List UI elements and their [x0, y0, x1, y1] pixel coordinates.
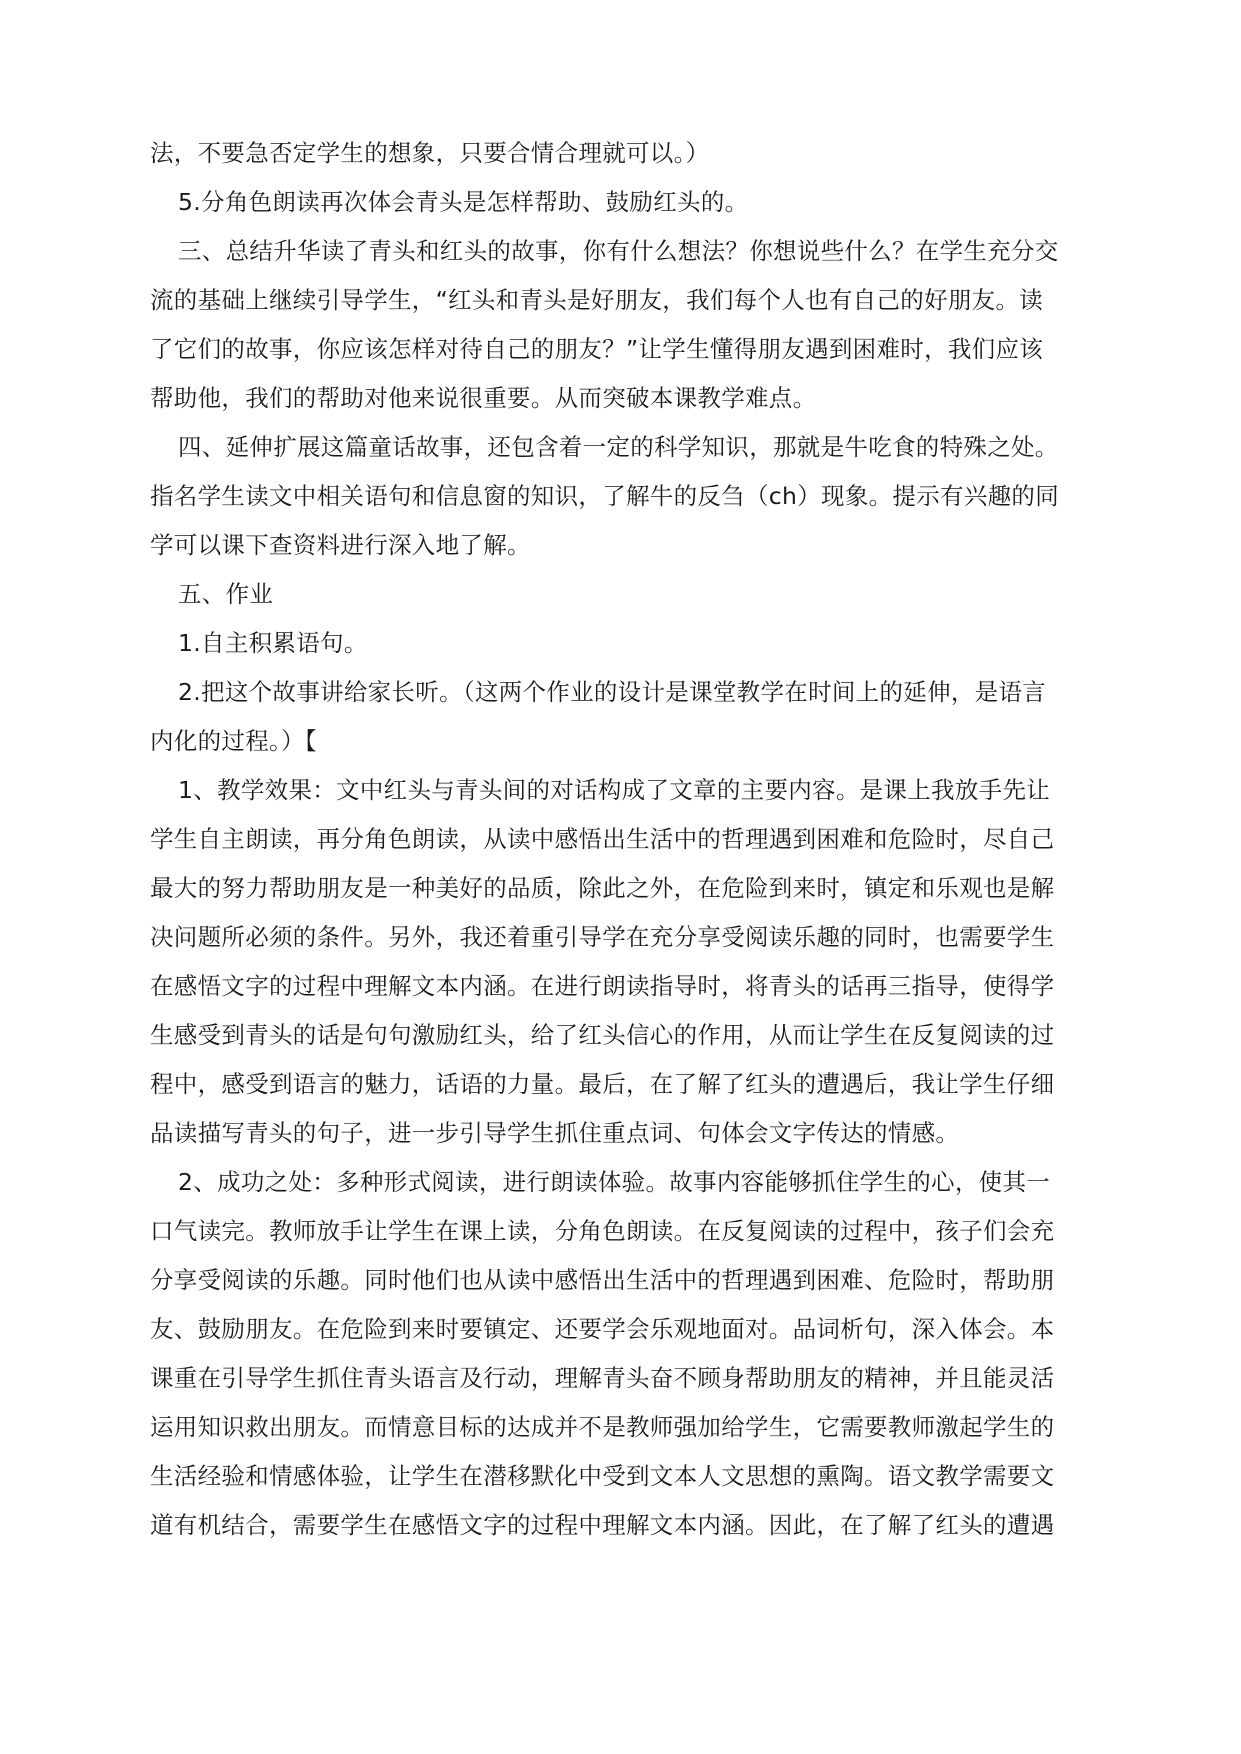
text-line: 最大的努力帮助朋友是一种美好的品质，除此之外，在危险到来时，镇定和乐观也是解	[150, 874, 1055, 902]
text-line: 流的基础上继续引导学生，“红头和青头是好朋友，我们每个人也有自己的好朋友。读	[150, 286, 1044, 314]
document-body	[150, 129, 1100, 1550]
text-line: 课重在引导学生抓住青头语言及行动，理解青头奋不顾身帮助朋友的精神，并且能灵活	[150, 1364, 1055, 1392]
text-line: 学生自主朗读，再分角色朗读，从读中感悟出生活中的哲理遇到困难和危险时，尽自己	[150, 825, 1055, 853]
text-line: 口气读完。教师放手让学生在课上读，分角色朗读。在反复阅读的过程中，孩子们会充	[150, 1217, 1055, 1245]
text-line: 帮助他，我们的帮助对他来说很重要。从而突破本课教学难点。	[150, 384, 817, 412]
text-line: 生感受到青头的话是句句激励红头，给了红头信心的作用，从而让学生在反复阅读的过	[150, 1021, 1055, 1049]
text-line: 三、总结升华读了青头和红头的故事，你有什么想法？你想说些什么？在学生充分交	[178, 237, 1059, 265]
text-line: 内化的过程。）【	[150, 727, 317, 755]
text-line: 1、教学效果：文中红头与青头间的对话构成了文章的主要内容。是课上我放手先让	[178, 776, 1051, 804]
text-line: 决问题所必须的条件。另外，我还着重引导学在充分享受阅读乐趣的同时，也需要学生	[150, 923, 1055, 951]
text-line: 1.自主积累语句。	[178, 629, 368, 657]
text-line: 分享受阅读的乐趣。同时他们也从读中感悟出生活中的哲理遇到困难、危险时，帮助朋	[150, 1266, 1055, 1294]
text-line: 五、作业	[178, 580, 274, 608]
text-line: 运用知识救出朋友。而情意目标的达成并不是教师强加给学生，它需要教师激起学生的	[150, 1413, 1055, 1441]
text-line: 指名学生读文中相关语句和信息窗的知识，了解牛的反刍（ch）现象。提示有兴趣的同	[150, 482, 1060, 510]
text-line: 生活经验和情感体验，让学生在潜移默化中受到文本人文思想的熏陶。语文教学需要文	[150, 1462, 1055, 1490]
text-line: 法，不要急否定学生的想象，只要合情合理就可以。）	[150, 139, 710, 167]
text-line: 程中，感受到语言的魅力，话语的力量。最后，在了解了红头的遭遇后，我让学生仔细	[150, 1070, 1055, 1098]
text-line: 5.分角色朗读再次体会青头是怎样帮助、鼓励红头的。	[178, 188, 749, 216]
text-line: 2、成功之处：多种形式阅读，进行朗读体验。故事内容能够抓住学生的心，使其一	[178, 1168, 1051, 1196]
text-line: 学可以课下查资料进行深入地了解。	[150, 531, 531, 559]
text-line: 道有机结合，需要学生在感悟文字的过程中理解文本内涵。因此，在了解了红头的遭遇	[150, 1511, 1055, 1539]
text-line: 品读描写青头的句子，进一步引导学生抓住重点词、句体会文字传达的情感。	[150, 1119, 960, 1147]
text-line: 友、鼓励朋友。在危险到来时要镇定、还要学会乐观地面对。品词析句，深入体会。本	[150, 1315, 1055, 1343]
text-line: 在感悟文字的过程中理解文本内涵。在进行朗读指导时，将青头的话再三指导，使得学	[150, 972, 1055, 1000]
text-line: 了它们的故事，你应该怎样对待自己的朋友？”让学生懂得朋友遇到困难时，我们应该	[150, 335, 1044, 363]
text-line: 四、延伸扩展这篇童话故事，还包含着一定的科学知识，那就是牛吃食的特殊之处。	[178, 433, 1059, 461]
text-line: 2.把这个故事讲给家长听。（这两个作业的设计是课堂教学在时间上的延伸，是语言	[178, 678, 1047, 706]
